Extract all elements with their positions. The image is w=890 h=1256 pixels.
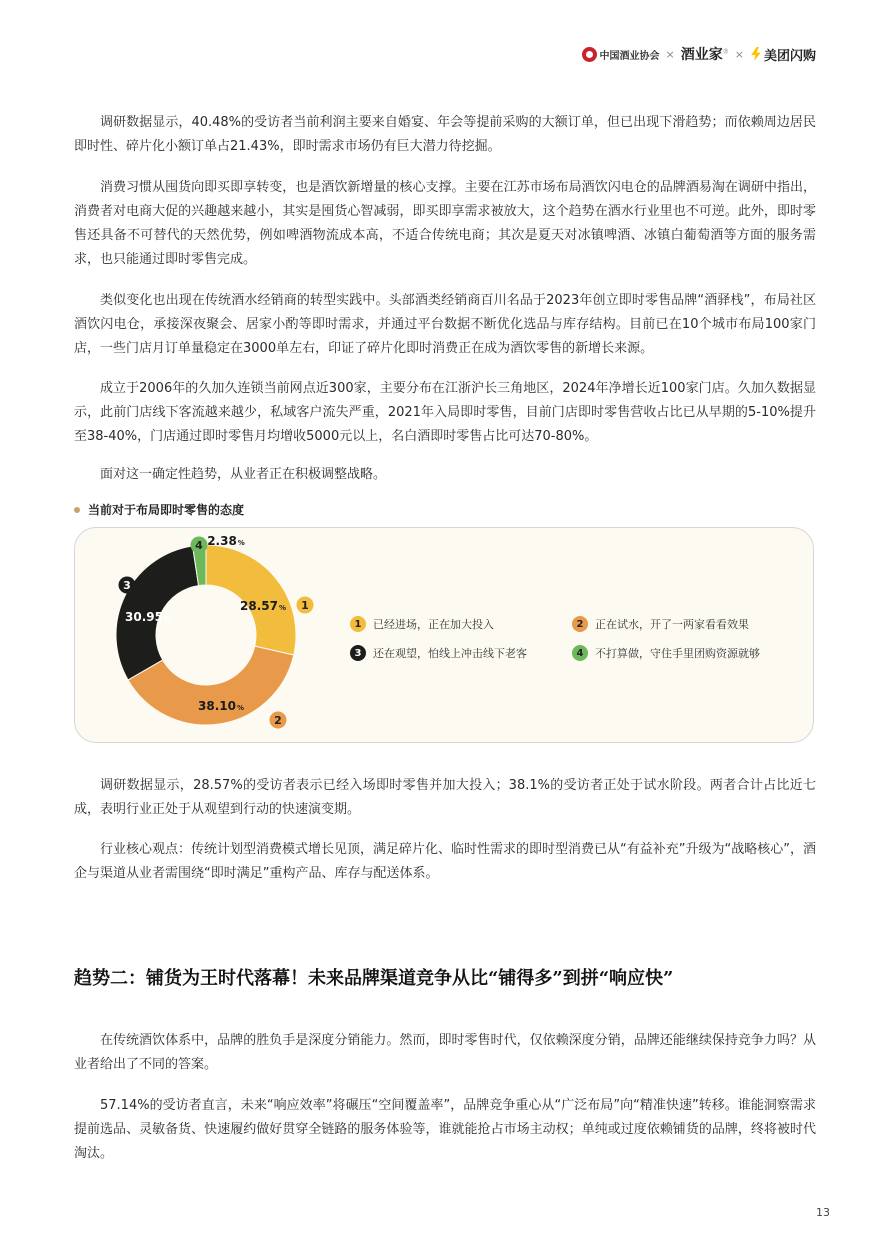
legend-item [350,645,572,661]
chart-title: 当前对于布局即时零售的态度 [88,503,245,517]
body-paragraph: 面对这一确定性趋势，从业者正在积极调整战略。 [100,467,387,482]
slice-number: 1 [301,599,309,612]
body-paragraph: 调研数据显示，28.57%的受访者表示已经入场即时零售并加大投入；38.1%的受访者正处于试水阶段。两者合计占比近七成，表明行业正处于从观望到行动的快速演变期。 [74,778,816,817]
slice-value-label: 30.95% [125,610,171,624]
body-paragraph: 行业核心观点：传统计划型消费模式增长见顶，满足碎片化、临时性需求的即时型消费已从“有益补充”升级为“战略核心”，酒企与渠道从业者需围绕“即时满足”重构产品、库存与配送体系。 [74,842,816,881]
body-paragraph: 消费习惯从囤货向即买即享转变，也是酒饮新增量的核心支撑。主要在江苏市场布局酒饮闪电仓的品牌酒易淘在调研中指出，消费者对电商大促的兴趣越来越小，其实是囤货心智减弱，即买即享需求被放大，这个趋势在酒水行业里也不可逆。此外，即时零售还具备不可替代的天然优势，例如啤酒物流成本高，不适合传统电商；其次是夏天对冰镇啤酒、冰镇白葡萄酒等方面的服务需求，也只能通过即时零售完成。 [74,180,816,267]
logo-separator: × [734,47,744,61]
legend-label: 已经进场，正在加大投入 [373,618,494,631]
chart-legend [350,616,812,661]
legend-number-badge: 1 [350,616,366,632]
legend-label: 还在观望，怕线上冲击线下老客 [373,647,527,660]
jiuyejia-logo-text: 酒业家 [680,47,723,63]
registered-mark: ® [722,48,729,56]
body-paragraph: 57.14%的受访者直言，未来“响应效率”将碾压“空间覆盖率”，品牌竞争重心从“广泛布局”向“精准快速”转移。谁能洞察需求提前选品、灵敏备货、快速履约做好贯穿全链路的服务体验等，谁就能抢占市场主动权；单纯或过度依赖铺货的品牌，终将被时代淘汰。 [74,1098,816,1161]
body-paragraph: 在传统酒饮体系中，品牌的胜负手是深度分销能力。然而，即时零售时代，仅依赖深度分销，品牌还能继续保持竞争力吗？从业者给出了不同的答案。 [74,1033,816,1072]
legend-number-badge: 3 [350,645,366,661]
legend-label: 正在试水，开了一两家看看效果 [595,618,749,631]
meituan-logo-text: 美团闪购 [763,48,816,64]
logo-separator: × [665,47,675,61]
legend-label: 不打算做，守住手里团购资源就够 [595,647,760,660]
cada-logo-text: 中国酒业协会 [599,50,660,62]
legend-item [572,645,812,661]
legend-item [572,616,812,632]
legend-item [350,616,572,632]
page-number: 13 [816,1206,830,1219]
body-paragraph: 成立于2006年的久加久连锁当前网点近300家，主要分布在江浙沪长三角地区，2024年净增长近100家门店。久加久数据显示，此前门店线下客流越来越少，私域客户流失严重，2021年入局即时零售，目前门店即时零售营收占比已从早期的5-10%提升至38-40%，门店通过即时零售月均增收5000元以上，名白酒即时零售占比可达70-80%。 [74,381,816,444]
legend-number-badge: 4 [572,645,588,661]
section-heading: 趋势二：铺货为王时代落幕！未来品牌渠道竞争从比“铺得多”到拼“响应快” [74,968,674,989]
slice-value-label: 2.38% [207,534,245,548]
slice-value-label: 38.10% [198,699,244,713]
slice-value-label: 28.57% [240,599,286,613]
body-paragraph: 类似变化也出现在传统酒水经销商的转型实践中。头部酒类经销商百川名品于2023年创立即时零售品牌“酒驿栈”，布局社区酒饮闪电仓，承接深夜聚会、居家小酌等即时需求，并通过平台数据不断优化选品与库存结构。目前已在10个城市布局100家门店，一些门店月订单量稳定在3000单左右，印证了碎片化即时消费正在成为酒饮零售的新增长来源。 [74,293,816,356]
legend-number-badge: 2 [572,616,588,632]
slice-number: 3 [123,579,131,592]
slice-number: 4 [195,539,203,552]
body-paragraph: 调研数据显示，40.48%的受访者当前利润主要来自婚宴、年会等提前采购的大额订单，但已出现下滑趋势；而依赖周边居民即时性、碎片化小额订单占21.43%，即时需求市场仍有巨大潜力待挖掘。 [74,115,816,154]
slice-number: 2 [274,714,282,727]
